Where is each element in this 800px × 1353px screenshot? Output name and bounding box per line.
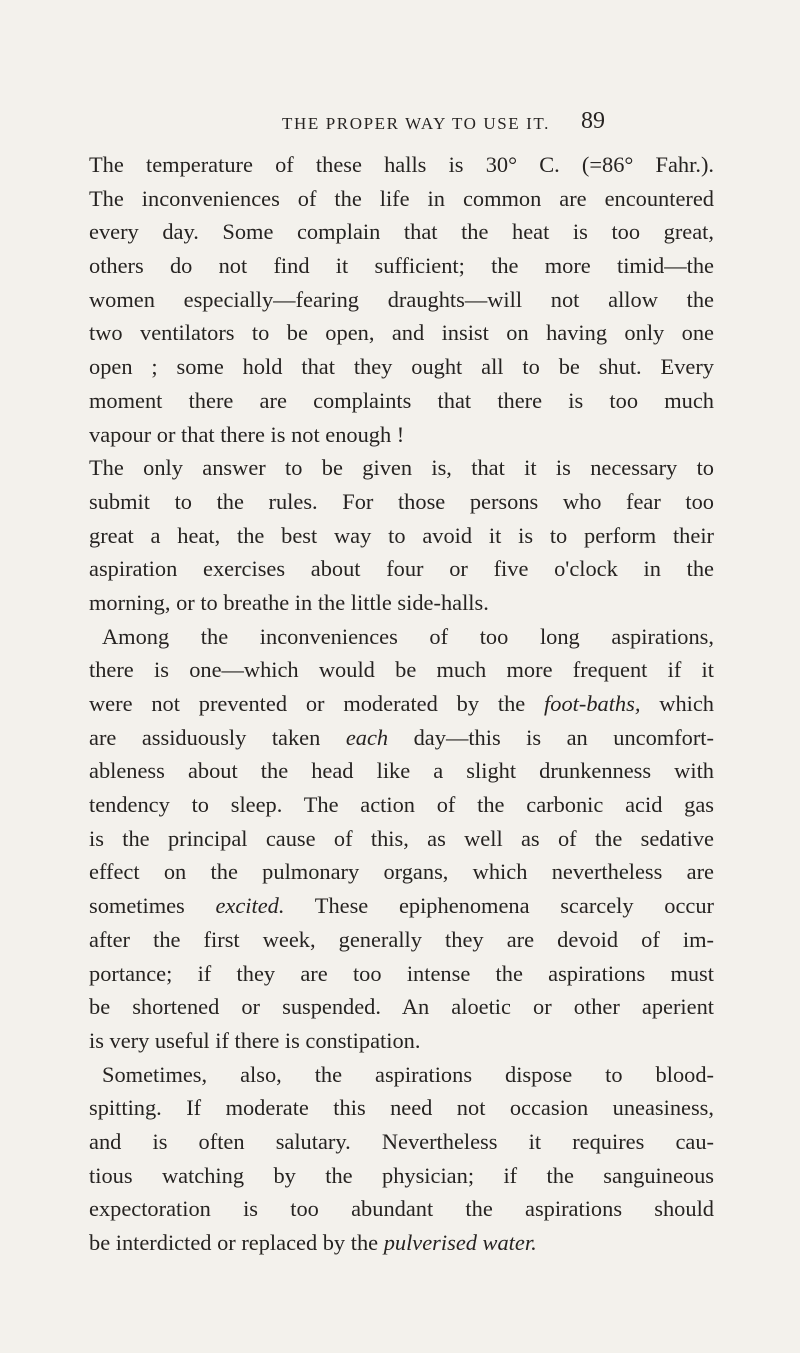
text-line: spitting. If moderate this need not occasion uneasiness, [89,1095,714,1121]
text-line: there is one—which would be much more frequent if it [89,657,714,683]
text-line: women especially—fearing draughts—will not allow the [89,286,714,312]
body-text [89,148,714,1260]
text-line: every day. Some complain that the heat is too great, [89,219,714,245]
text-line: effect on the pulmonary organs, which nevertheless are [89,859,714,885]
text-line: were not prevented or moderated by the foot-baths, which [89,691,714,716]
text-line: sometimes excited. These epiphenomena scarcely occur [89,893,714,919]
text-line: are assiduously taken each day—this is an uncomfort- [89,724,714,750]
text-line: The temperature of these halls is 30° C. (=86° Fahr.). [89,152,714,177]
text-line: The only answer to be given is, that it is necessary to [89,455,714,481]
text-line: two ventilators to be open, and insist on having only one [89,320,714,346]
text-line: ableness about the head like a slight drunkenness with [89,758,714,784]
page-number: 89 [581,108,605,134]
text-line: is the principal cause of this, as well as of the sedative [89,825,714,851]
text-line: great a heat, the best way to avoid it is to perform their [89,522,714,548]
text-line: is very useful if there is constipation. [89,1027,421,1053]
page-header [0,108,800,144]
text-line: portance; if they are too intense the aspirations must [89,960,714,986]
text-line: Among the inconveniences of too long aspirations, [102,623,714,649]
text-line: aspiration exercises about four or five o'clock in the [89,556,714,582]
text-line: moment there are complaints that there is too much [89,387,714,413]
text-line: Sometimes, also, the aspirations dispose to blood- [102,1061,714,1087]
text-line: open ; some hold that they ought all to be shut. Every [89,354,714,380]
text-line: others do not find it sufficient; the more timid—the [89,253,714,279]
text-line: tious watching by the physician; if the sanguineous [89,1162,714,1188]
text-line: The inconveniences of the life in common are encountered [89,185,714,211]
text-line: vapour or that there is not enough ! [89,421,405,447]
text-line: be shortened or suspended. An aloetic or other aperient [89,994,714,1020]
text-line: submit to the rules. For those persons who fear too [89,488,714,514]
text-line: after the first week, generally they are devoid of im- [89,926,714,952]
text-line: and is often salutary. Nevertheless it requires cau- [89,1128,714,1154]
running-head: THE PROPER WAY TO USE IT. [282,114,550,133]
text-line: be interdicted or replaced by the pulverised water. [89,1230,537,1255]
text-line: expectoration is too abundant the aspirations should [89,1196,714,1222]
text-line: morning, or to breathe in the little side-halls. [89,589,489,615]
text-line: tendency to sleep. The action of the carbonic acid gas [89,792,714,818]
